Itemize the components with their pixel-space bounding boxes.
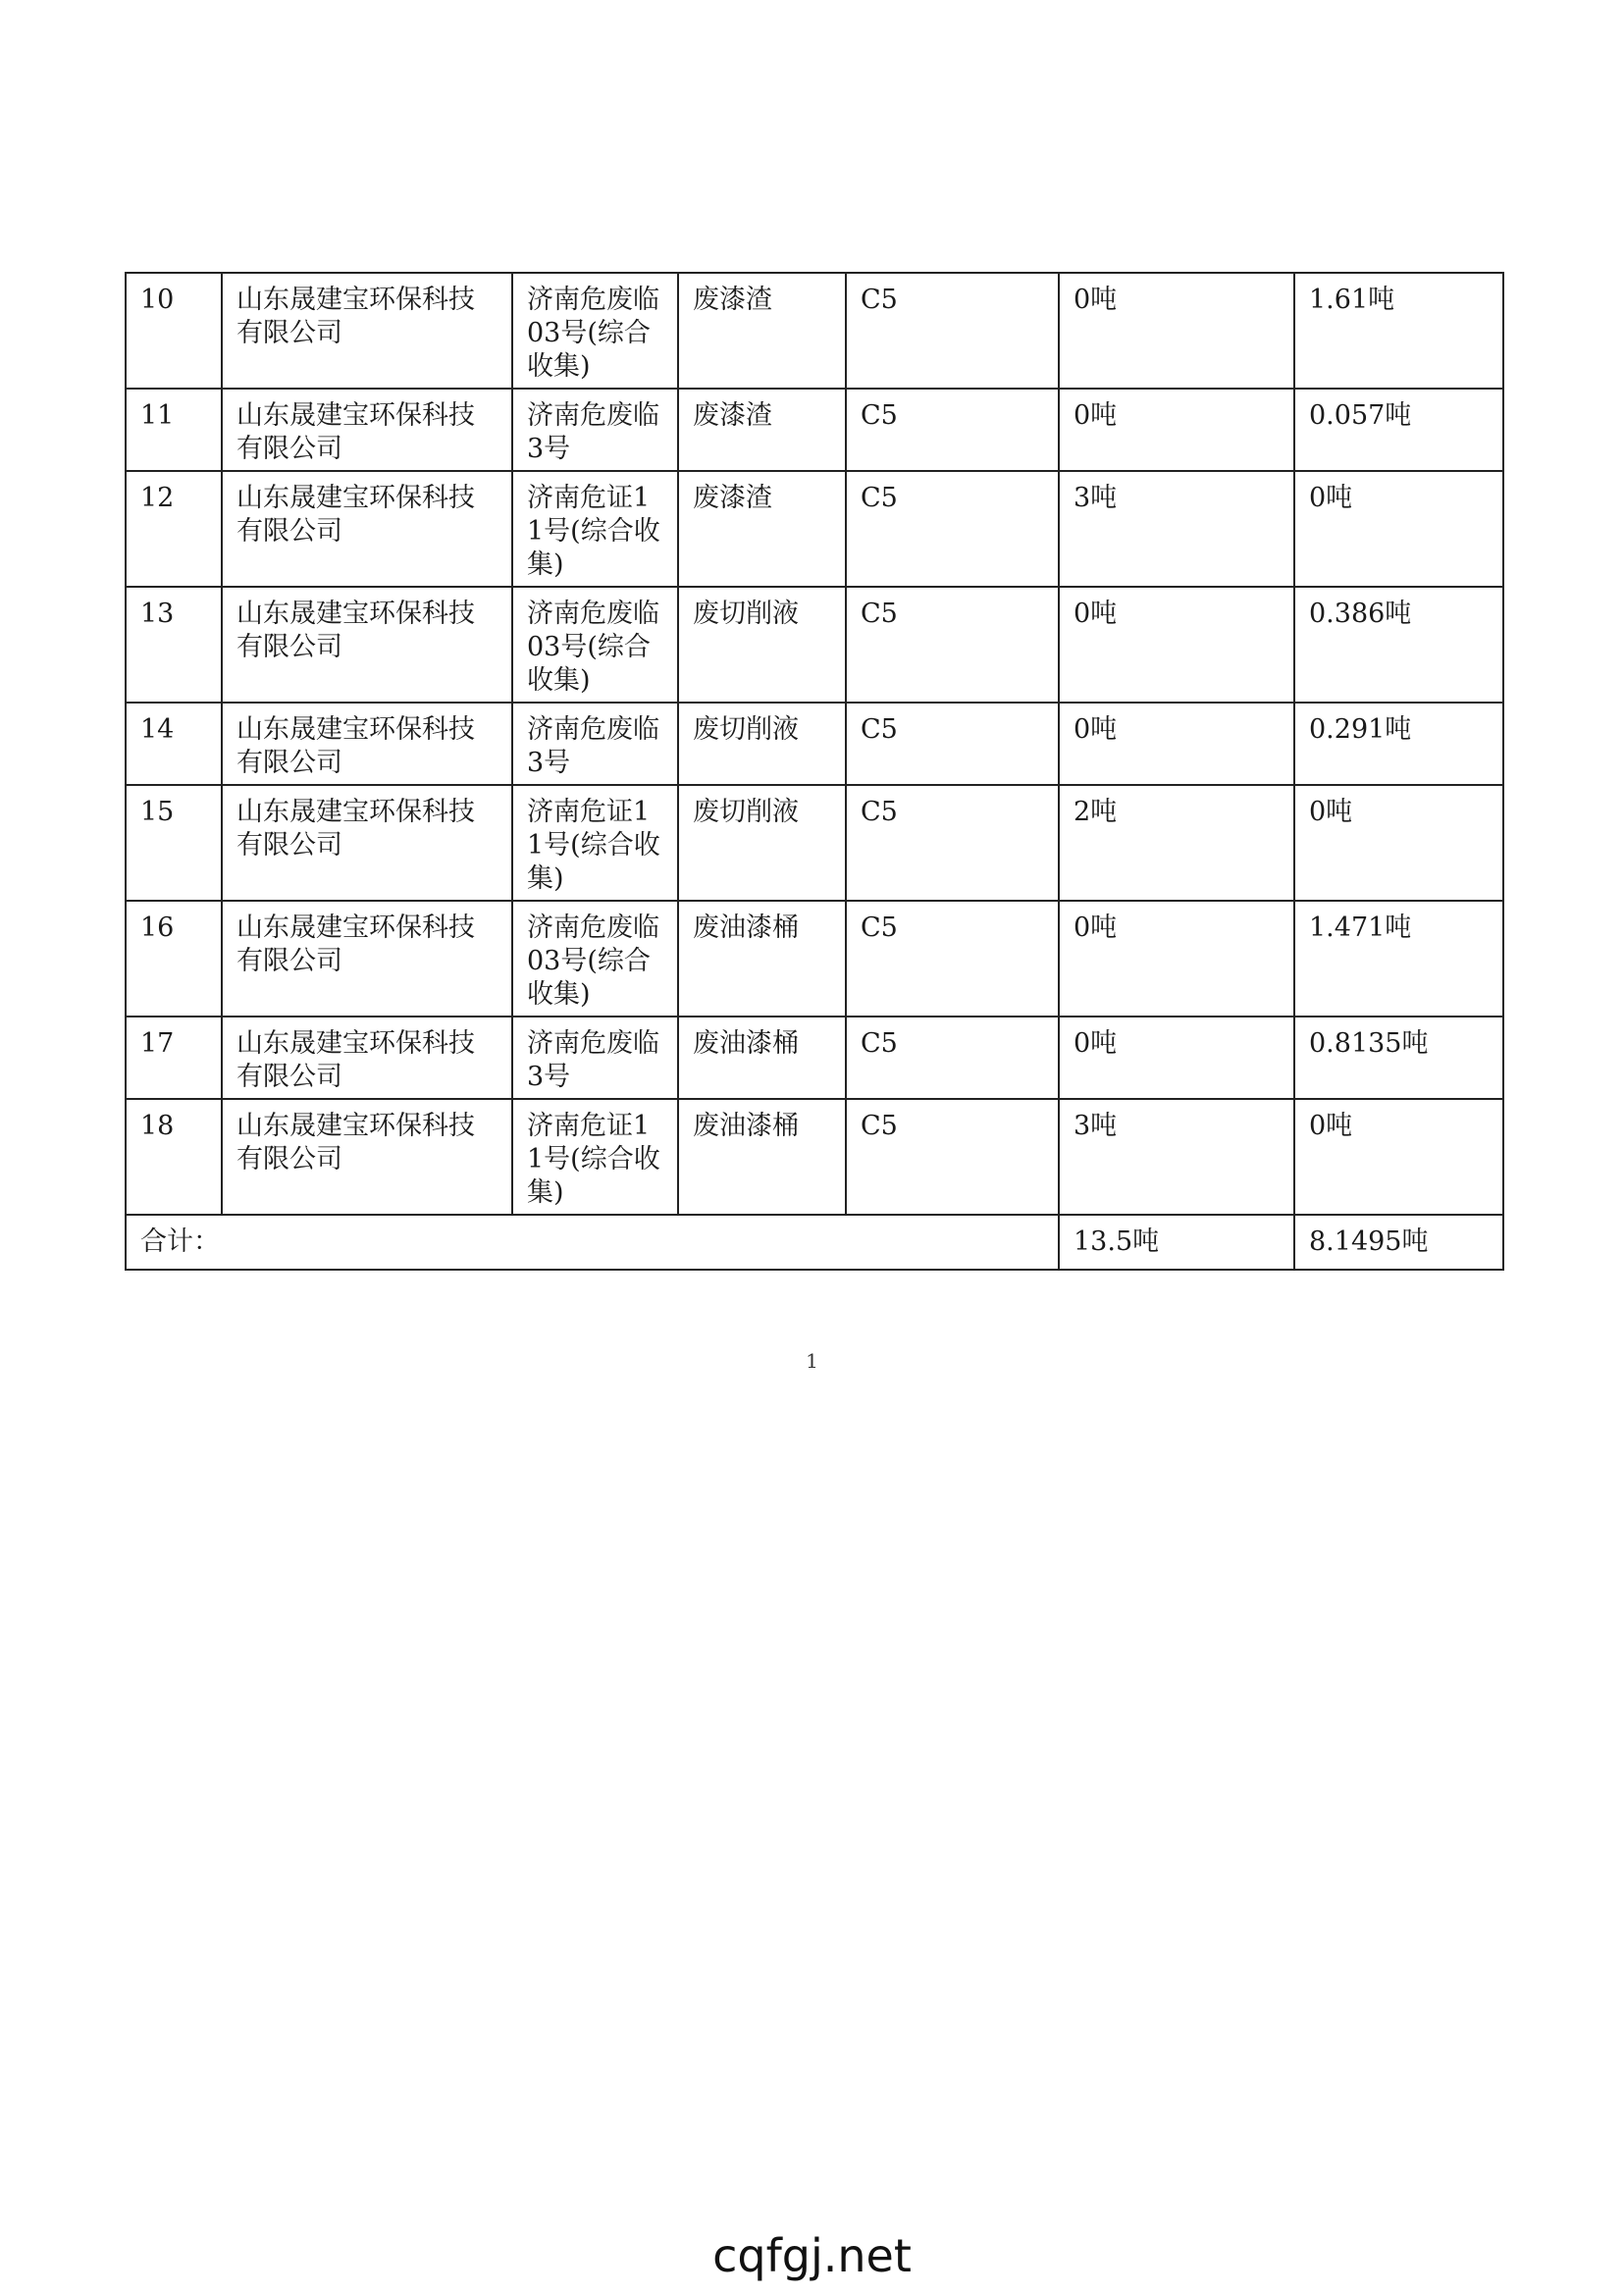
row-number-cell: 15 — [126, 785, 222, 901]
total-label: 合计： — [126, 1215, 1059, 1270]
row-number-cell: 14 — [126, 703, 222, 785]
company-cell: 山东晟建宝环保科技有限公司 — [222, 1099, 512, 1215]
table-row — [126, 703, 1503, 785]
actual-amount-cell: 0.8135吨 — [1294, 1017, 1503, 1099]
table-row — [126, 471, 1503, 587]
waste-type-cell: C5 — [846, 389, 1059, 471]
waste-name-cell: 废切削液 — [678, 785, 846, 901]
waste-name-cell: 废油漆桶 — [678, 1017, 846, 1099]
company-cell: 山东晟建宝环保科技有限公司 — [222, 587, 512, 703]
page-number: 1 — [806, 1349, 818, 1373]
waste-type-cell: C5 — [846, 703, 1059, 785]
actual-amount-cell: 1.471吨 — [1294, 901, 1503, 1017]
actual-amount-cell: 0吨 — [1294, 785, 1503, 901]
actual-amount-cell: 0.386吨 — [1294, 587, 1503, 703]
company-cell: 山东晟建宝环保科技有限公司 — [222, 1017, 512, 1099]
waste-name-cell: 废切削液 — [678, 703, 846, 785]
waste-type-cell: C5 — [846, 587, 1059, 703]
table-row — [126, 901, 1503, 1017]
planned-amount-cell: 3吨 — [1059, 1099, 1294, 1215]
vehicle-permit-cell: 济南危证11号(综合收集) — [512, 785, 678, 901]
actual-amount-cell: 1.61吨 — [1294, 273, 1503, 389]
row-number-cell: 18 — [126, 1099, 222, 1215]
planned-amount-cell: 0吨 — [1059, 901, 1294, 1017]
vehicle-permit-cell: 济南危废临3号 — [512, 1017, 678, 1099]
planned-amount-cell: 3吨 — [1059, 471, 1294, 587]
company-cell: 山东晟建宝环保科技有限公司 — [222, 901, 512, 1017]
row-number-cell: 11 — [126, 389, 222, 471]
actual-amount-cell: 0吨 — [1294, 471, 1503, 587]
actual-amount-cell: 0.057吨 — [1294, 389, 1503, 471]
waste-type-cell: C5 — [846, 1099, 1059, 1215]
row-number-cell: 12 — [126, 471, 222, 587]
waste-type-cell: C5 — [846, 273, 1059, 389]
waste-name-cell: 废油漆桶 — [678, 901, 846, 1017]
company-cell: 山东晟建宝环保科技有限公司 — [222, 389, 512, 471]
vehicle-permit-cell: 济南危废临3号 — [512, 703, 678, 785]
waste-name-cell: 废切削液 — [678, 587, 846, 703]
vehicle-permit-cell: 济南危废临03号(综合收集) — [512, 901, 678, 1017]
waste-name-cell: 废油漆桶 — [678, 1099, 846, 1215]
table-row — [126, 785, 1503, 901]
vehicle-permit-cell: 济南危证11号(综合收集) — [512, 471, 678, 587]
table-row — [126, 1017, 1503, 1099]
planned-amount-cell: 0吨 — [1059, 1017, 1294, 1099]
planned-amount-cell: 0吨 — [1059, 389, 1294, 471]
table-row — [126, 273, 1503, 389]
planned-amount-cell: 0吨 — [1059, 587, 1294, 703]
company-cell: 山东晟建宝环保科技有限公司 — [222, 471, 512, 587]
waste-type-cell: C5 — [846, 1017, 1059, 1099]
company-cell: 山东晟建宝环保科技有限公司 — [222, 273, 512, 389]
waste-name-cell: 废漆渣 — [678, 389, 846, 471]
actual-amount-cell: 0吨 — [1294, 1099, 1503, 1215]
table-row — [126, 587, 1503, 703]
table-body — [126, 273, 1503, 1215]
row-number-cell: 17 — [126, 1017, 222, 1099]
total-planned: 13.5吨 — [1059, 1215, 1294, 1270]
waste-type-cell: C5 — [846, 901, 1059, 1017]
total-row — [126, 1215, 1503, 1270]
company-cell: 山东晟建宝环保科技有限公司 — [222, 703, 512, 785]
row-number-cell: 13 — [126, 587, 222, 703]
total-actual: 8.1495吨 — [1294, 1215, 1503, 1270]
waste-name-cell: 废漆渣 — [678, 273, 846, 389]
vehicle-permit-cell: 济南危废临03号(综合收集) — [512, 273, 678, 389]
table-row — [126, 389, 1503, 471]
waste-transfer-table — [125, 272, 1504, 1271]
company-cell: 山东晟建宝环保科技有限公司 — [222, 785, 512, 901]
watermark-text: cqfgj.net — [712, 2229, 912, 2282]
waste-name-cell: 废漆渣 — [678, 471, 846, 587]
planned-amount-cell: 2吨 — [1059, 785, 1294, 901]
waste-type-cell: C5 — [846, 785, 1059, 901]
vehicle-permit-cell: 济南危证11号(综合收集) — [512, 1099, 678, 1215]
vehicle-permit-cell: 济南危废临03号(综合收集) — [512, 587, 678, 703]
planned-amount-cell: 0吨 — [1059, 273, 1294, 389]
planned-amount-cell: 0吨 — [1059, 703, 1294, 785]
actual-amount-cell: 0.291吨 — [1294, 703, 1503, 785]
table-row — [126, 1099, 1503, 1215]
vehicle-permit-cell: 济南危废临3号 — [512, 389, 678, 471]
row-number-cell: 10 — [126, 273, 222, 389]
row-number-cell: 16 — [126, 901, 222, 1017]
waste-type-cell: C5 — [846, 471, 1059, 587]
